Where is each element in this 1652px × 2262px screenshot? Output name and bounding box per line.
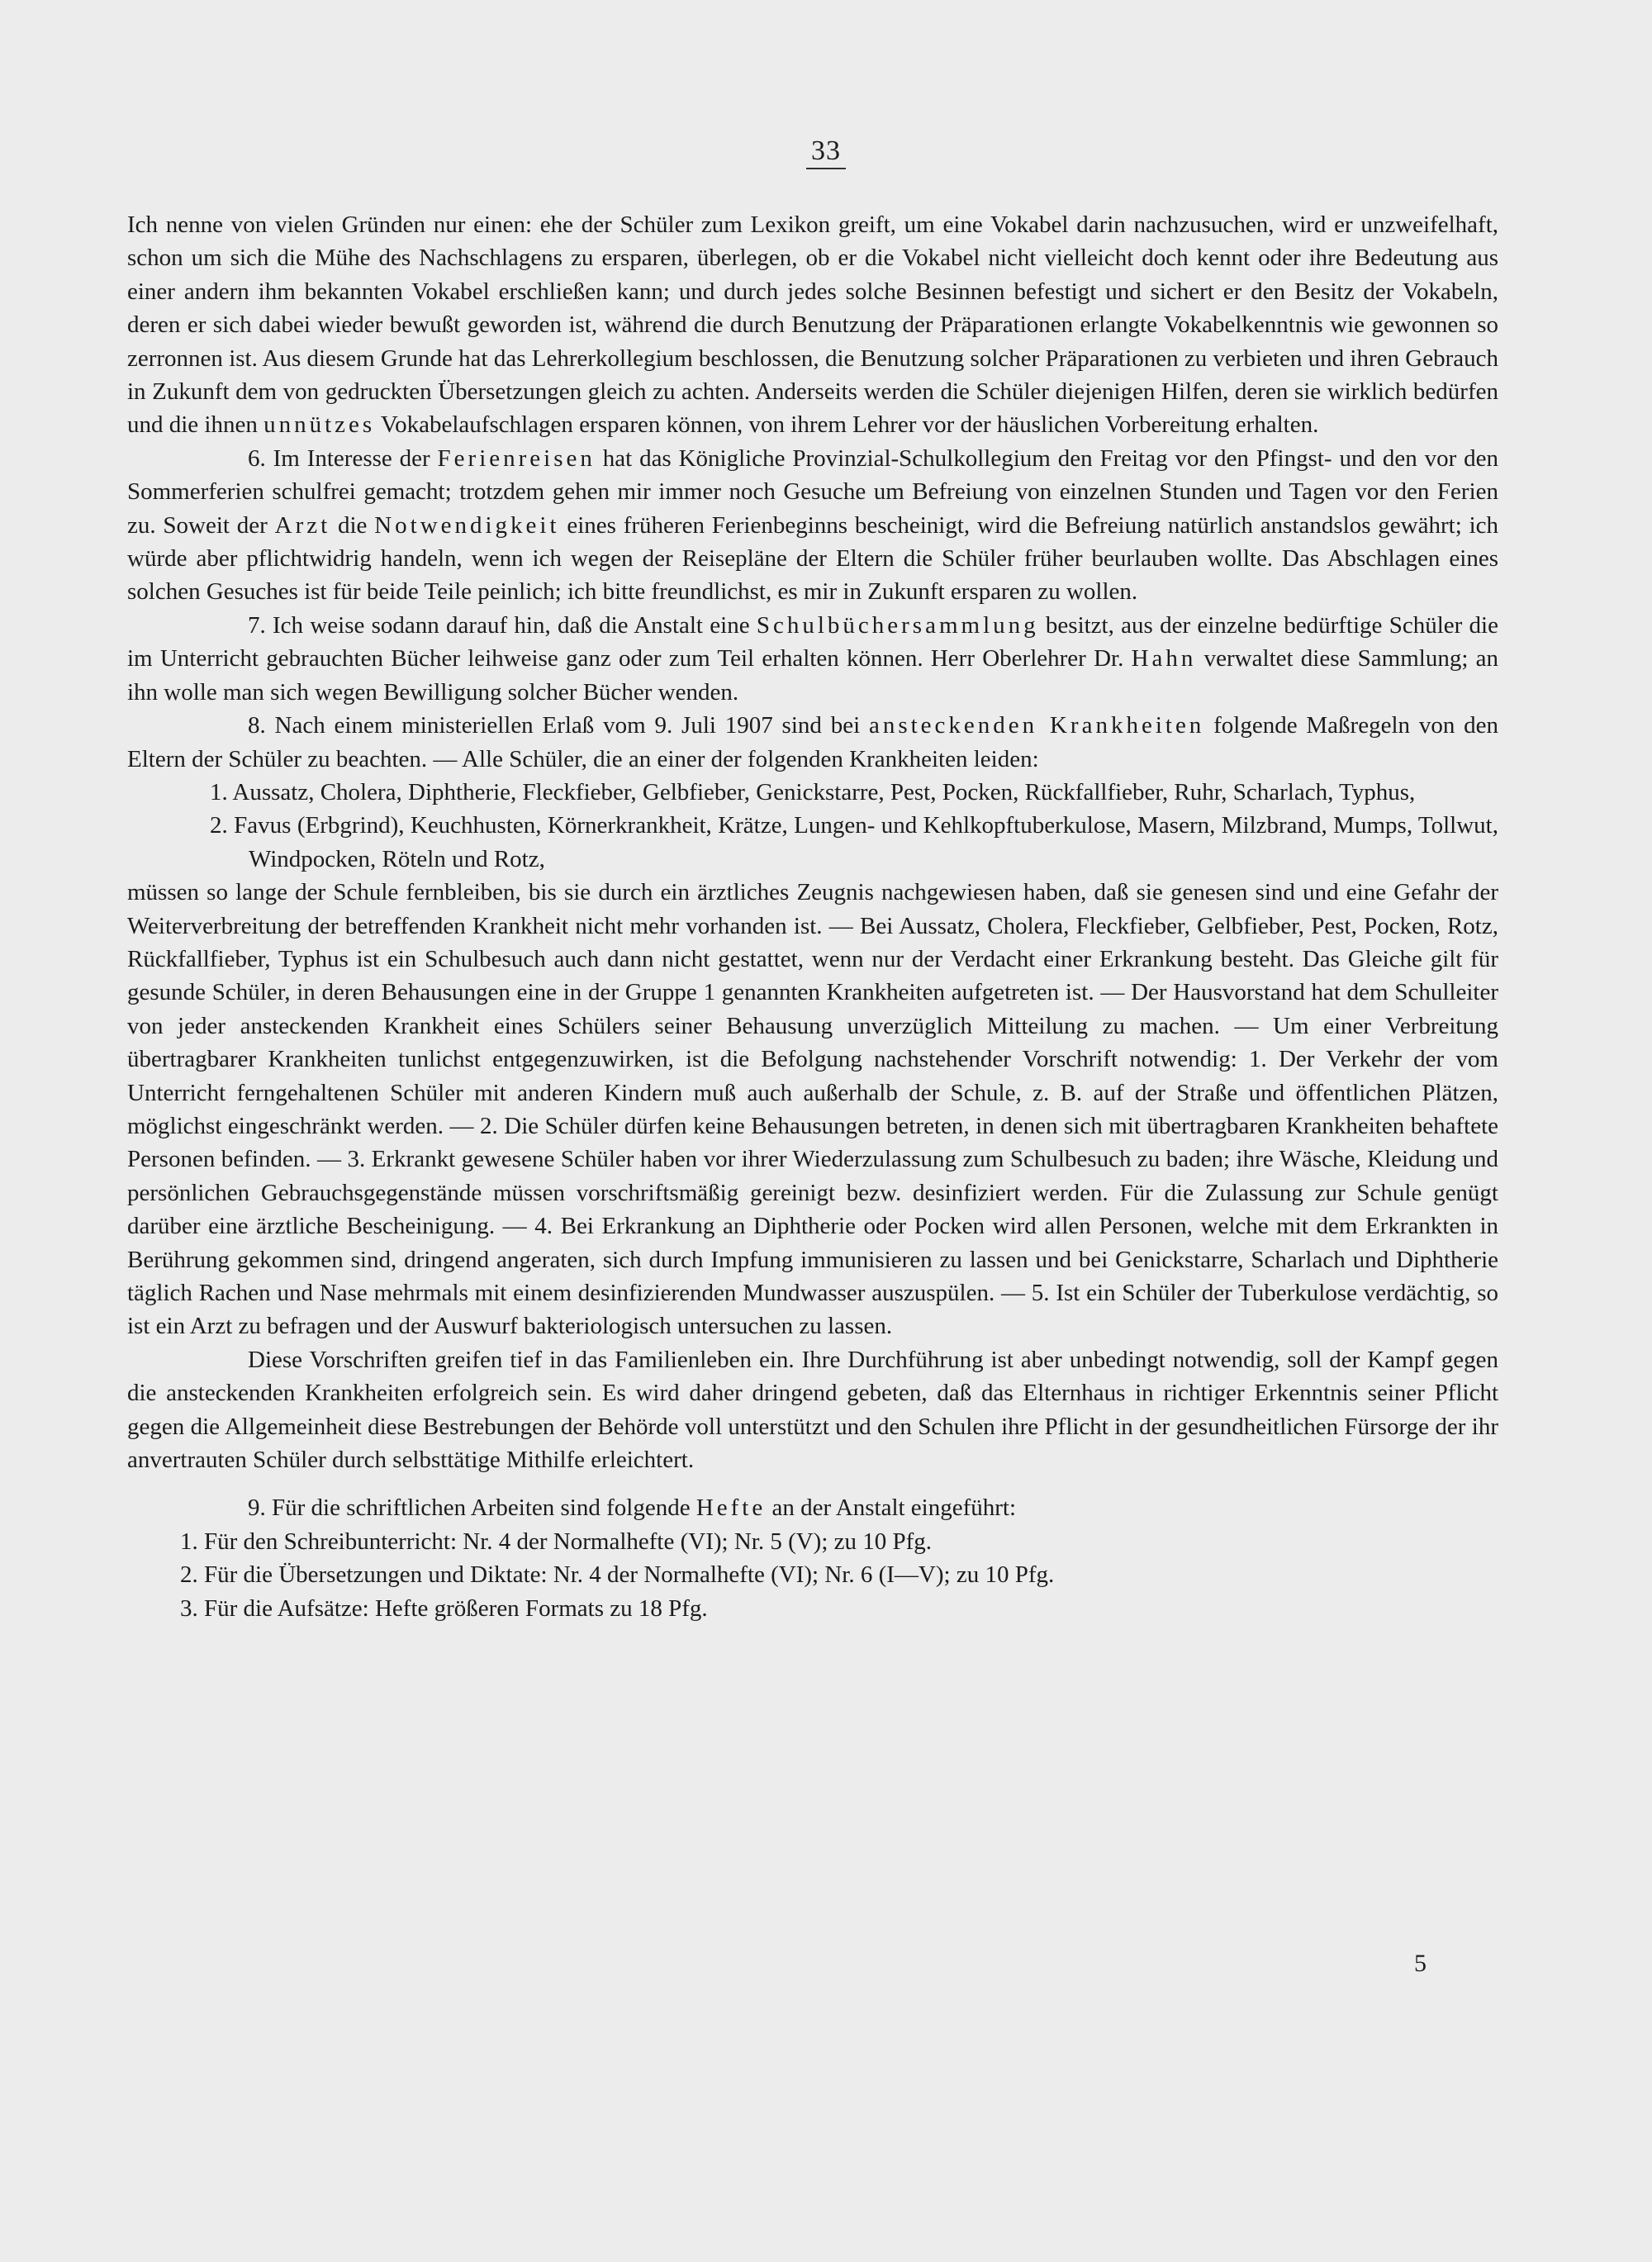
disease-list-item-2: 2. Favus (Erbgrind), Keuchhusten, Körnerkrankheit, Krätze, Lungen- und Kehlkopftuberkulose, Masern, Milzbrand, Mumps, Tollwut, Windpocken, Röteln und Rotz, [210, 812, 1498, 872]
sheet-signature: 5 [1414, 1950, 1427, 1977]
paragraph-vorschriften: Diese Vorschriften greifen tief in das Familienleben ein. Ihre Durchführung ist aber unbedingt notwendig, soll der Kampf gegen die ansteckenden Krankheiten erfolgreich sein. Es wird daher dringend gebeten, daß das Elternhaus in richtiger Erkenntnis seiner Pflicht gegen die Allgemeinheit diese Bestrebungen der Behörde voll unterstützt und den Schulen ihre Pflicht in der gesundheitlichen Fürsorge der ihr anvertrauten Schüler durch selbsttätige Mithilfe erleichtert. [127, 1346, 1498, 1474]
spaced-emphasis: unnützes [263, 411, 376, 439]
page-number: 33 [0, 135, 1652, 167]
spaced-emphasis: Schulbüchersammlung [756, 611, 1039, 639]
body-text [127, 208, 1498, 1625]
spaced-emphasis: ansteckenden Krankheiten [868, 712, 1205, 739]
paragraph-8-continued: müssen so lange der Schule fernbleiben, bis sie durch ein ärztliches Zeugnis nachgewiesen haben, daß sie genesen sind und eine Gefahr der Weiterverbreitung der betreffenden Krankheit nicht mehr vorhanden ist. — Bei Aussatz, Cholera, Fleckfieber, Gelbfieber, Pest, Pocken, Rotz, Rückfallfieber, Typhus ist ein Schulbesuch auch dann nicht gestattet, wenn nur der Verdacht einer Erkrankung besteht. Das Gleiche gilt für gesunde Schüler, in deren Behausungen eine in der Gruppe 1 genannten Krankheiten aufgetreten ist. — Der Hausvorstand hat dem Schulleiter von jeder ansteckenden Krankheit eines Schülers seiner Behausung unverzüglich Mitteilung zu machen. — Um einer Verbreitung übertragbarer Krankheiten tunlichst entgegenzuwirken, ist die Befolgung nachstehender Vorschrift notwendig: 1. Der Verkehr der vom Unterricht ferngehaltenen Schüler mit anderen Kindern muß auch außerhalb der Schule, z. B. auf der Straße und öffentlichen Plätzen, möglichst eingeschränkt werden. — 2. Die Schüler dürfen keine Behausungen betreten, in denen sich mit übertragbaren Krankheiten behaftete Personen befinden. — 3. Erkrankt gewesene Schüler haben vor ihrer Wiederzulassung zum Schulbesuch zu baden; ihre Wäsche, Kleidung und persönlichen Gebrauchsgegenstände müssen vorschriftsmäßig gereinigt bezw. desinfiziert werden. Für die Zulassung zur Schule genügt darüber eine ärztliche Bescheinigung. — 4. Bei Erkrankung an Diphtherie oder Pocken wird allen Personen, welche mit dem Erkrankten in Berührung gekommen sind, dringend angeraten, sich durch Impfung immunisieren zu lassen und bei Genickstarre, Scharlach und Diphtherie täglich Rachen und Nase mehrmals mit einem desinfizierenden Mundwasser auszuspülen. — 5. Ist ein Schüler der Tuberkulose verdächtig, so ist ein Arzt zu befragen und der Auswurf bakteriologisch untersuchen zu lassen. [127, 879, 1498, 1340]
hefte-list-item-3: 3. Für die Aufsätze: Hefte größeren Formats zu 18 Pfg. [180, 1594, 708, 1622]
disease-list-item-1: 1. Aussatz, Cholera, Diphtherie, Fleckfieber, Gelbfieber, Genickstarre, Pest, Pocken, Rückfallfieber, Ruhr, Scharlach, Typhus, [210, 778, 1416, 805]
spaced-emphasis: Hahn [1131, 645, 1197, 672]
hefte-list-item-1: 1. Für den Schreibunterricht: Nr. 4 der Normalhefte (VI); Nr. 5 (V); zu 10 Pfg. [180, 1528, 933, 1555]
paragraph-7-schulbuecher: 7. Ich weise sodann darauf hin, daß die Anstalt eine Schulbüchersammlung besitzt, aus der einzelne bedürftige Schüler die im Unterricht gebrauchten Bücher leihweise ganz oder zum Teil erhalten können. Herr Oberlehrer Dr. Hahn verwaltet diese Sammlung; an ihn wolle man sich wegen Bewilligung solcher Bücher wenden. [127, 611, 1498, 706]
paragraph-8-krankheiten: 8. Nach einem ministeriellen Erlaß vom 9. Juli 1907 sind bei ansteckenden Krankheiten folgende Maßregeln von den Eltern der Schüler zu beachten. — Alle Schüler, die an einer der folgenden Krankheiten leiden: [127, 712, 1499, 772]
spaced-emphasis: Notwendigkeit [374, 511, 560, 539]
paragraph-6-ferienreisen: 6. Im Interesse der Ferienreisen hat das Königliche Provinzial-Schulkollegium den Freitag vor den Pfingst- und den vor den Sommerferien schulfrei gemacht; trotzdem gehen mir immer noch Gesuche um Befreiung von einzelnen Stunden und Tagen vor den Ferien zu. Soweit der Arzt die Notwendigkeit eines früheren Ferienbeginns bescheinigt, wird die Befreiung natürlich anstandslos gewährt; ich würde aber pflichtwidrig handeln, wenn ich wegen der Reisepläne der Eltern die Schüler früher beurlauben wollte. Das Abschlagen eines solchen Gesuches ist für beide Teile peinlich; ich bitte freundlichst, es mir in Zukunft ersparen zu wollen. [127, 444, 1498, 606]
hefte-list-item-2: 2. Für die Übersetzungen und Diktate: Nr. 4 der Normalhefte (VI); Nr. 6 (I—V); zu 10 Pfg. [180, 1561, 1055, 1589]
spacer [127, 1476, 1498, 1491]
spaced-emphasis: Hefte [695, 1495, 767, 1522]
spaced-emphasis: Arzt [274, 511, 331, 539]
paragraph-9-hefte: 9. Für die schriftlichen Arbeiten sind folgende Hefte an der Anstalt eingeführt: [248, 1495, 1017, 1522]
spaced-emphasis: Ferienreisen [437, 444, 596, 472]
paragraph-vokabeln: Ich nenne von vielen Gründen nur einen: ehe der Schüler zum Lexikon greift, um eine Vokabel darin nachzusuchen, wird er unzweifelhaft, schon um sich die Mühe des Nachschlagens zu ersparen, überlegen, ob er die Vokabel nicht vielleicht doch kennt oder ihre Bedeutung aus einer andern ihm bekannten Vokabel erschließen kann; und durch jedes solche Besinnen befestigt und sichert er den Besitz der Vokabeln, deren er sich dabei wieder bewußt geworden ist, während die durch Benutzung der Präparationen erlangte Vokabelkenntnis wie gewonnen so zerronnen ist. Aus diesem Grunde hat das Lehrerkollegium beschlossen, die Benutzung solcher Präparationen zu verbieten und ihren Gebrauch in Zukunft dem von gedruckten Übersetzungen gleich zu achten. Anderseits werden die Schüler diejenigen Hilfen, deren sie wirklich bedürfen und die ihnen unnützes Vokabelaufschlagen ersparen können, von ihrem Lehrer vor der häuslichen Vorbereitung erhalten. [127, 211, 1498, 439]
